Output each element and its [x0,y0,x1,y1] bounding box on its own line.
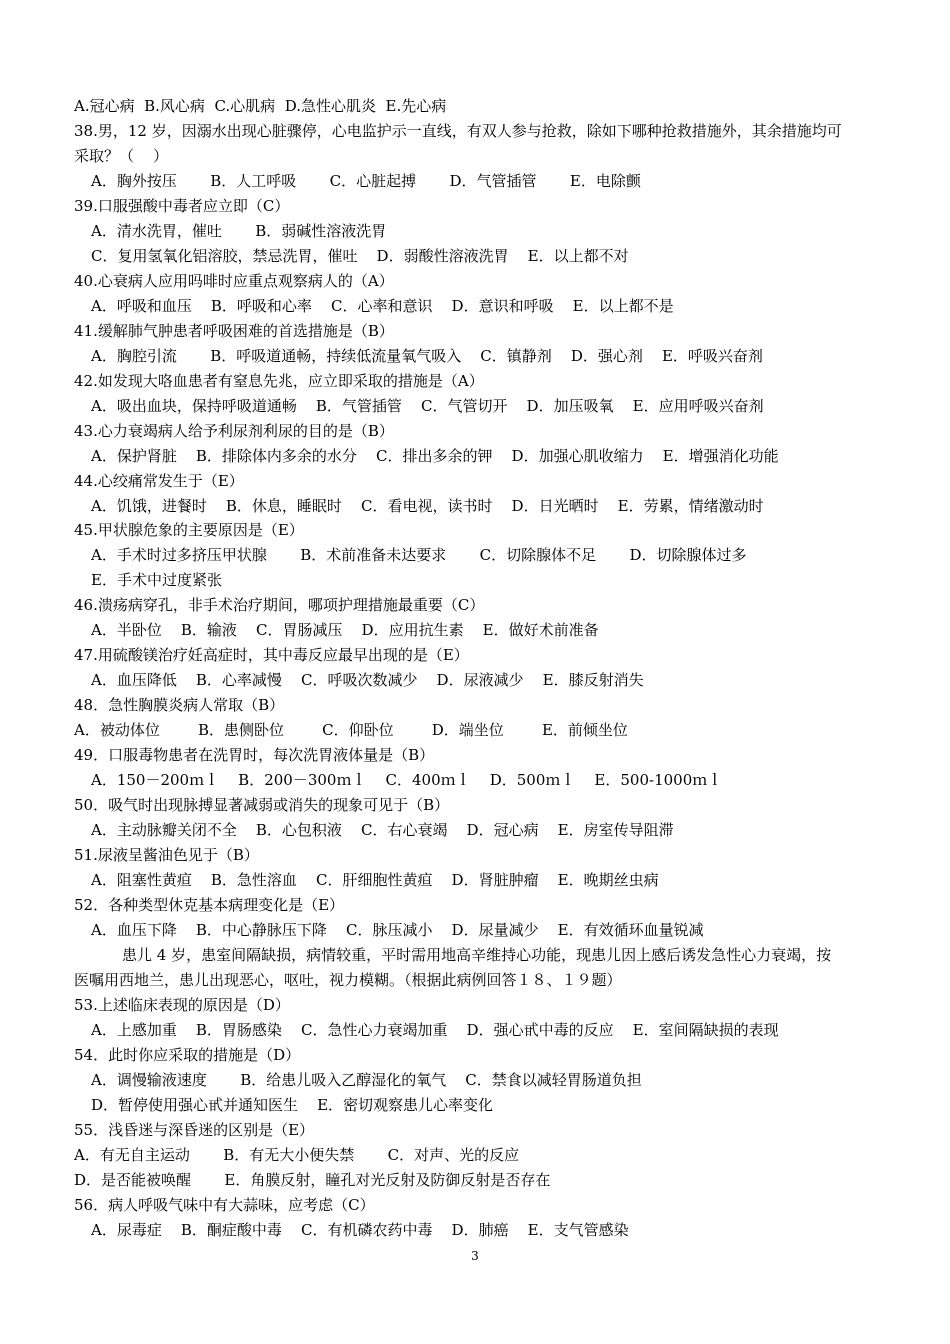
text-line: A.冠心病 B.风心病 C.心肌病 D.急性心肌炎 E.先心病 [74,97,447,115]
answer-options: A．清水洗胃，催吐 B．弱碱性溶液洗胃 [91,222,387,240]
question-stem: 39.口服强酸中毒者应立即（C） [74,197,290,215]
question-stem: 44.心绞痛常发生于（E） [74,472,244,490]
answer-options: A．呼吸和血压 B．呼吸和心率 C．心率和意识 D．意识和呼吸 E．以上都不是 [91,297,674,315]
question-stem: 采取？（ ） [74,147,169,165]
answer-options: A．主动脉瓣关闭不全 B．心包积液 C．右心衰竭 D．冠心病 E．房室传导阻滞 [91,821,674,839]
question-stem: 50．吸气时出现脉搏显著减弱或消失的现象可见于（B） [74,796,450,814]
question-stem: 48．急性胸膜炎病人常取（B） [74,696,285,714]
answer-options: A．胸腔引流 B．呼吸道通畅，持续低流量氧气吸入 C．镇静剂 D．强心剂 E．呼吸兴奋剂 [91,347,763,365]
answer-options: A．手术时过多挤压甲状腺 B．术前准备未达要求 C．切除腺体不足 D．切除腺体过多 [91,546,747,564]
answer-options: A．饥饿，进餐时 B．休息，睡眠时 C．看电视，读书时 D．日光晒时 E．劳累，情绪激动时 [91,497,764,515]
answer-options: A．有无自主运动 B．有无大小便失禁 C．对声、光的反应 [74,1146,520,1164]
answer-options: A．胸外按压 B．人工呼吸 C．心脏起搏 D．气管插管 E．电除颤 [91,172,641,190]
case-description: 患儿 4 岁，患室间隔缺损，病情较重，平时需用地高辛维持心功能，现患儿因上感后诱发急性心力衰竭，按 [122,946,832,964]
question-stem: 43.心力衰竭病人给予利尿剂利尿的目的是（B） [74,422,394,440]
answer-options: A．尿毒症 B．酮症酸中毒 C．有机磷农药中毒 D．肺癌 E．支气管感染 [91,1221,629,1239]
answer-options: A．阻塞性黄疸 B．急性溶血 C．肝细胞性黄疸 D．肾脏肿瘤 E．晚期丝虫病 [91,871,659,889]
case-description: 医嘱用西地兰，患儿出现恶心，呕吐，视力模糊。（根据此病例回答１８、１９题） [74,971,622,989]
answer-options: E．手术中过度紧张 [91,571,222,589]
answer-options: A．保护肾脏 B．排除体内多余的水分 C．排出多余的钾 D．加强心肌收缩力 E．增强消化功能 [91,447,779,465]
question-stem: 41.缓解肺气肿患者呼吸困难的首选措施是（B） [74,322,394,340]
question-stem: 45.甲状腺危象的主要原因是（E） [74,521,304,539]
answer-options: D．是否能被唤醒 E．角膜反射，瞳孔对光反射及防御反射是否存在 [74,1171,551,1189]
answer-options: A．血压下降 B．中心静脉压下降 C．脉压减小 D．尿量减少 E．有效循环血量锐减 [91,921,704,939]
question-stem: 56．病人呼吸气味中有大蒜味，应考虑（C） [74,1196,375,1214]
question-stem: 54．此时你应采取的措施是（D） [74,1046,301,1064]
question-stem: 51.尿液呈酱油色见于（B） [74,846,259,864]
question-stem: 52．各种类型休克基本病理变化是（E） [74,896,345,914]
question-stem: 47.用硫酸镁治疗妊高症时，其中毒反应最早出现的是（E） [74,646,469,664]
question-stem: 46.溃疡病穿孔，非手术治疗期间，哪项护理措施最重要（C） [74,596,485,614]
answer-options: A．调慢输液速度 B．给患儿吸入乙醇湿化的氧气 C．禁食以减轻胃肠道负担 [91,1071,642,1089]
question-stem: 42.如发现大咯血患者有窒息先兆，应立即采取的措施是（A） [74,372,484,390]
answer-options: A．吸出血块，保持呼吸道通畅 B．气管插管 C．气管切开 D．加压吸氧 E．应用呼吸兴奋剂 [91,397,764,415]
page-number: 3 [471,1249,479,1263]
answer-options: A．150－200ｍｌ B．200－300ｍｌ C．400ｍｌ D．500ｍｌ E．500-1000ｍｌ [91,771,723,789]
answer-options: C．复用氢氧化铝溶胶，禁忌洗胃，催吐 D．弱酸性溶液洗胃 E．以上都不对 [91,247,629,265]
question-stem: 53.上述临床表现的原因是（D） [74,996,290,1014]
question-stem: 55．浅昏迷与深昏迷的区别是（E） [74,1121,315,1139]
answer-options: A．血压降低 B．心率减慢 C．呼吸次数减少 D．尿液减少 E．膝反射消失 [91,671,644,689]
question-stem: 38.男，12 岁，因溺水出现心脏骤停，心电监护示一直线，有双人参与抢救，除如下哪种抢救措施外，其余措施均可 [74,122,842,140]
answer-options: D．暂停使用强心甙并通知医生 E．密切观察患儿心率变化 [91,1096,494,1114]
question-stem: 40.心衰病人应用吗啡时应重点观察病人的（A） [74,272,394,290]
answer-options: A．半卧位 B．输液 C．胃肠减压 D．应用抗生素 E．做好术前准备 [91,621,599,639]
question-stem: 49．口服毒物患者在洗胃时，每次洗胃液体量是（B） [74,746,435,764]
answer-options: A．被动体位 B．患侧卧位 C．仰卧位 D．端坐位 E．前倾坐位 [74,721,628,739]
answer-options: A．上感加重 B．胃肠感染 C．急性心力衰竭加重 D．强心甙中毒的反应 E．室间隔缺损的表现 [91,1021,779,1039]
